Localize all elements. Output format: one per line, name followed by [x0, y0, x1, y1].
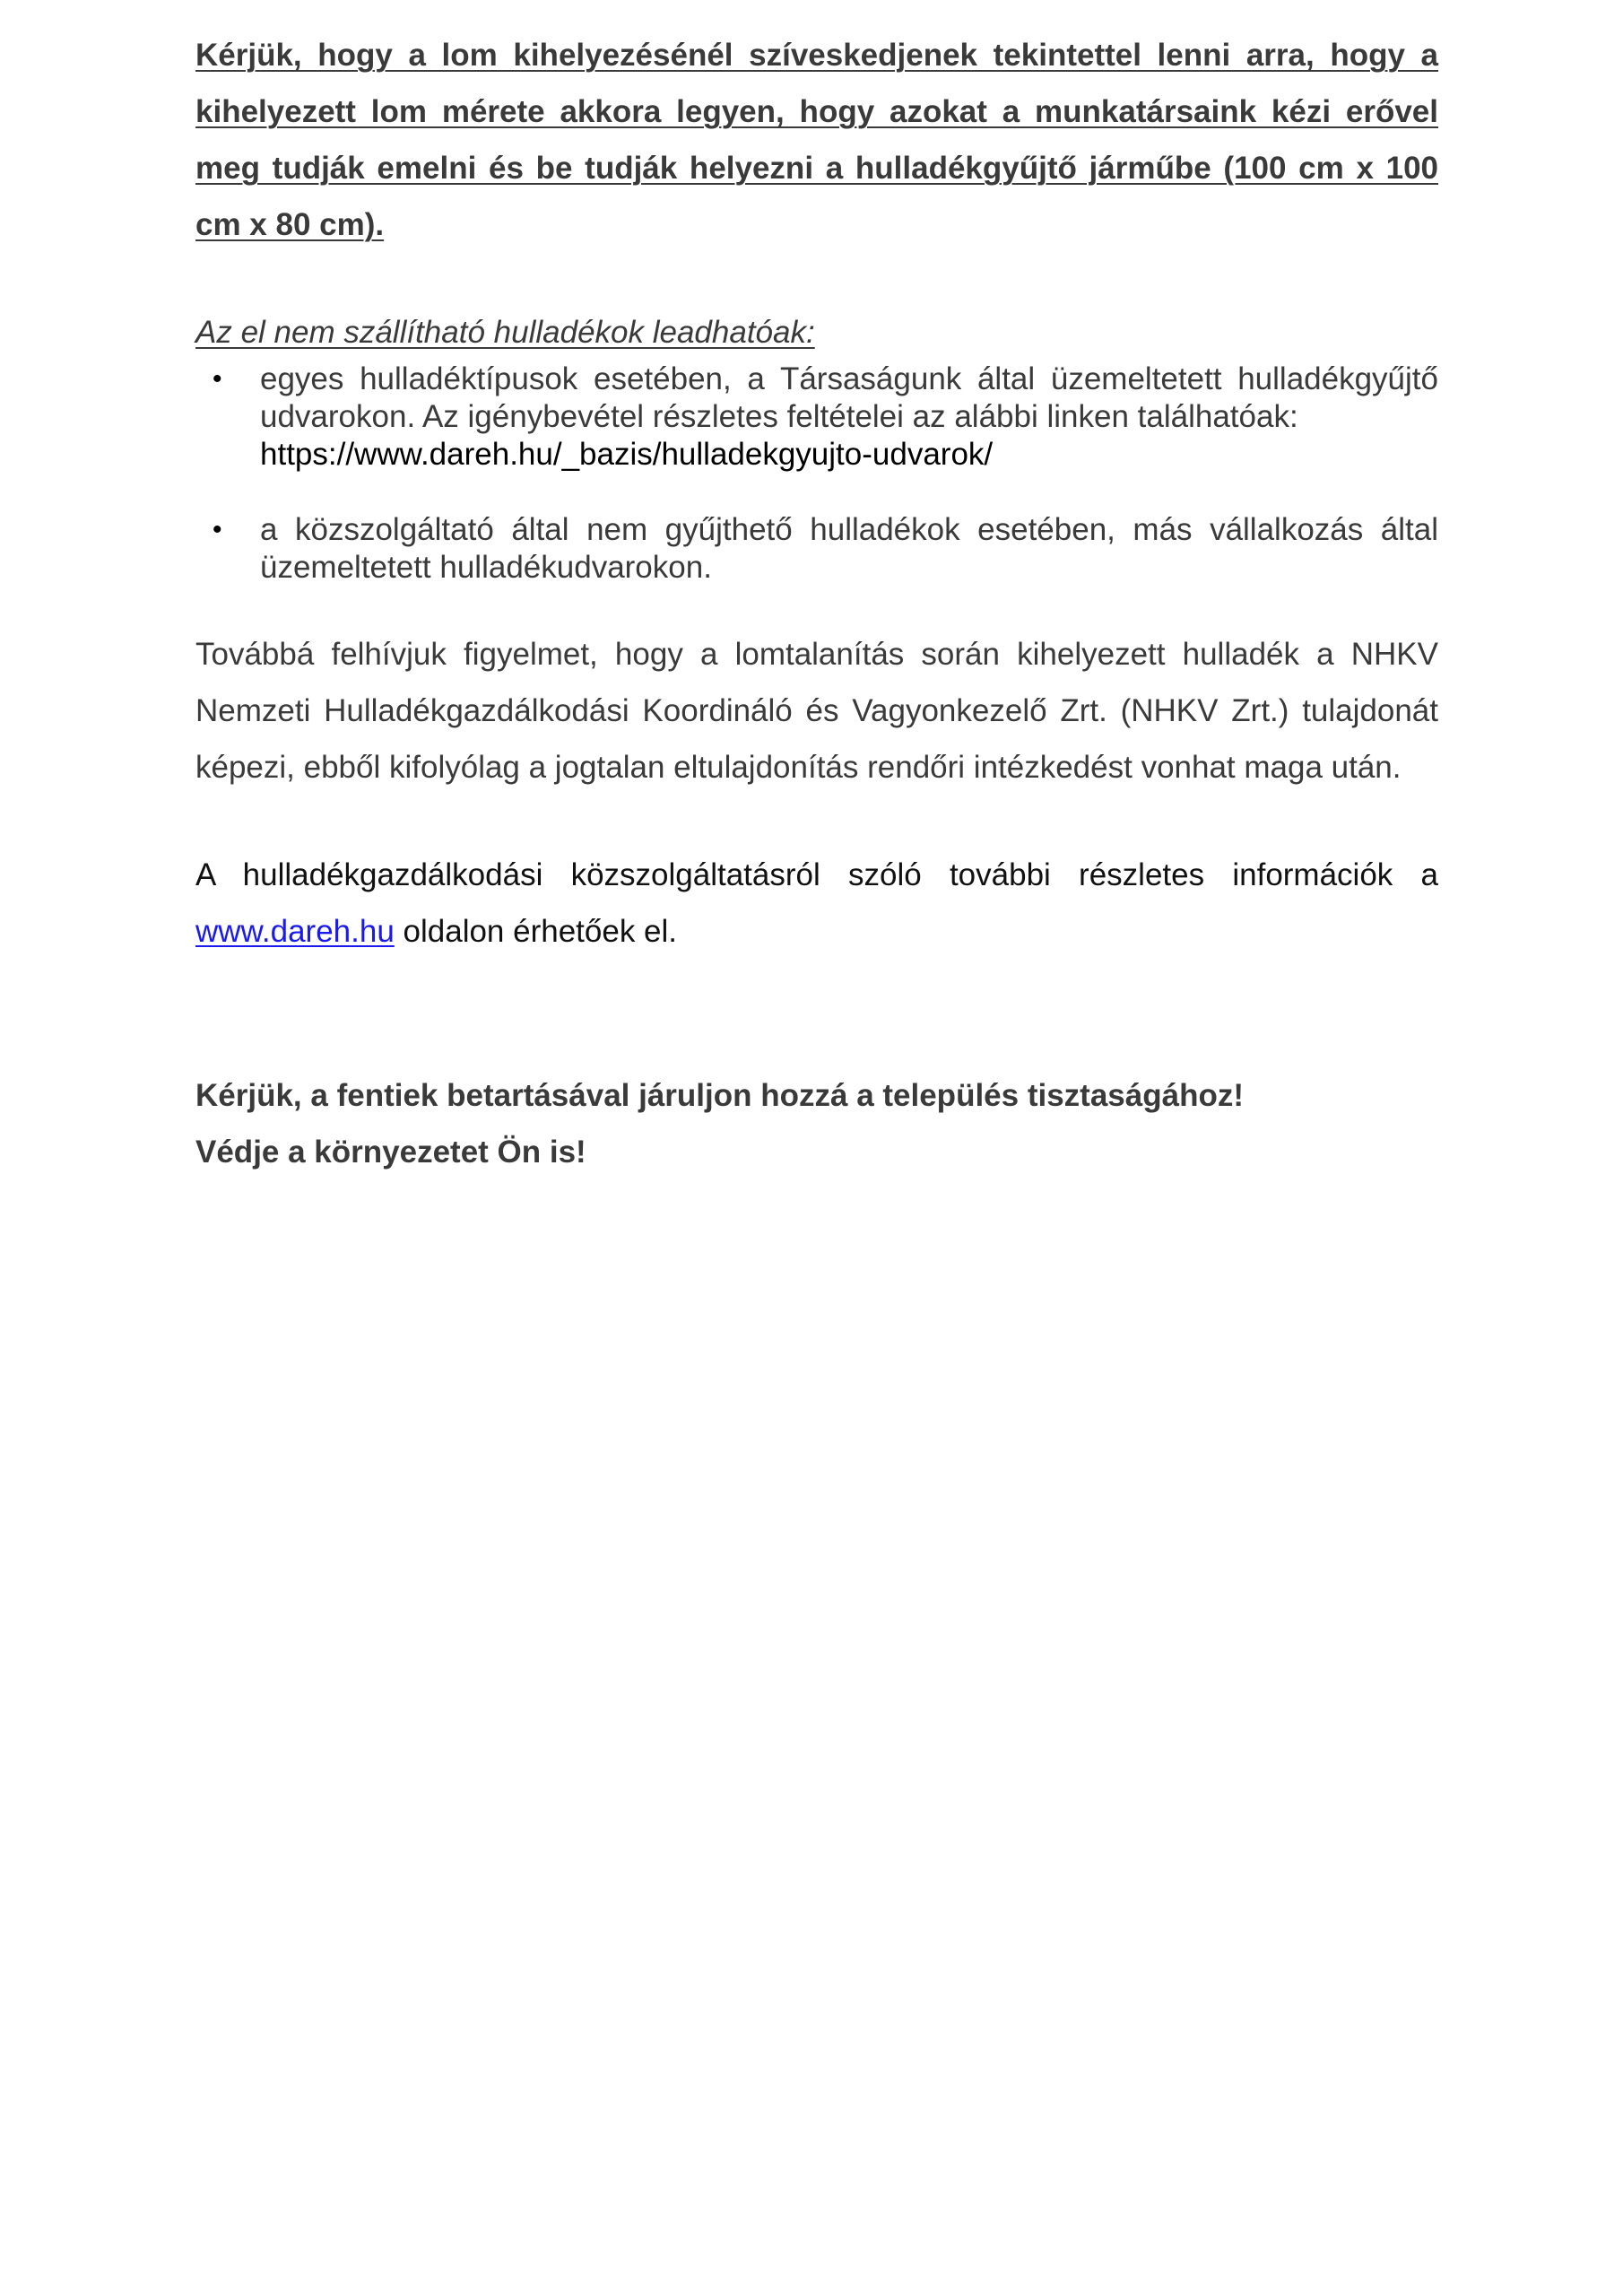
- list-item-text: egyes hulladéktípusok esetében, a Társaságunk által üzemeltetett hulladékgyűjtő udvarokon. Az igénybevétel részletes feltételei az alábbi linken találhatóak:: [260, 361, 1438, 434]
- disposal-options-heading: Az el nem szállítható hulladékok leadhatóak:: [195, 315, 815, 350]
- ownership-paragraph: Továbbá felhívjuk figyelmet, hogy a lomtalanítás során kihelyezett hulladék a NHKV Nemzeti Hulladékgazdálkodási Koordináló és Vagyonkezelő Zrt. (NHKV Zrt.) tulajdonát képezi, ebből kifolyólag a jogtalan eltulajdonítás rendőri intézkedést vonhat maga után.: [195, 637, 1438, 785]
- list-item: [195, 511, 1438, 587]
- info-paragraph: [195, 847, 1438, 960]
- list-item: [195, 361, 1438, 474]
- info-text-before: A hulladékgazdálkodási közszolgáltatásról szóló további részletes információk a: [195, 857, 1438, 892]
- disposal-options-list: [195, 361, 1438, 587]
- bullet-icon: •: [213, 364, 222, 394]
- closing-line-1: Kérjük, a fentiek betartásával járuljon hozzá a település tisztaságához!: [195, 1078, 1244, 1113]
- bulky-waste-size-notice: Kérjük, hogy a lom kihelyezésénél szíveskedjenek tekintettel lenni arra, hogy a kihelyezett lom mérete akkora legyen, hogy azokat a munkatársaink kézi erővel meg tudják emelni és be tudják helyezni a hulladékgyűjtő járműbe (100 cm x 100 cm x 80 cm).: [195, 38, 1438, 242]
- info-text-after: oldalon érhetőek el.: [394, 914, 678, 949]
- dareh-website-link[interactable]: www.dareh.hu: [195, 914, 395, 949]
- list-item-text: a közszolgáltató által nem gyűjthető hulladékok esetében, más vállalkozás által üzemeltetett hulladékudvarokon.: [260, 512, 1438, 585]
- closing-line-2: Védje a környezetet Ön is!: [195, 1135, 586, 1170]
- document-page: [195, 27, 1438, 1180]
- bullet-icon: •: [213, 515, 222, 544]
- collection-yards-url[interactable]: https://www.dareh.hu/_bazis/hulladekgyujto-udvarok/: [260, 437, 994, 472]
- closing-message: [195, 1067, 1438, 1180]
